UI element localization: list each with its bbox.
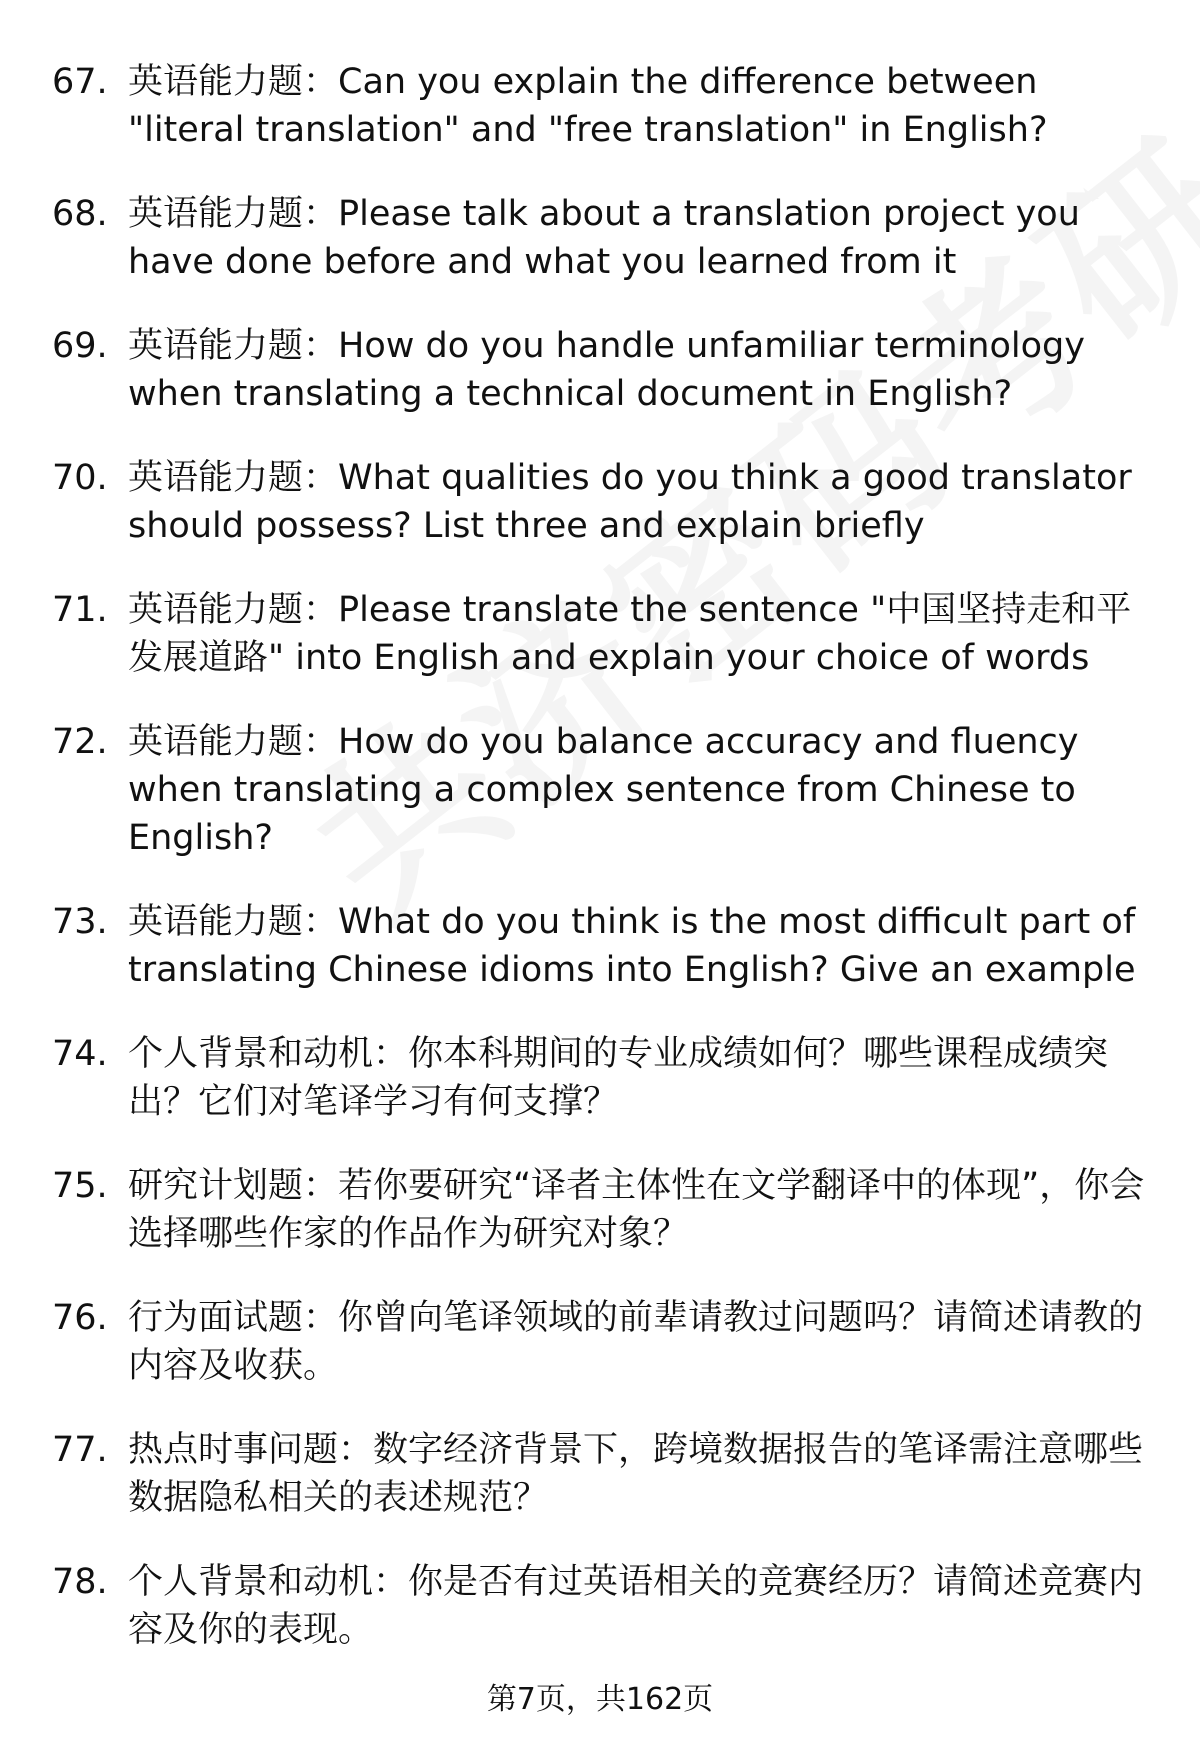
question-text: 英语能力题：How do you handle unfamiliar terminology when translating a technical document in English? [128,326,1085,414]
page-number-label: 第7页，共162页 [486,1682,714,1717]
question-74 [0,1030,1200,1126]
question-77 [0,1426,1200,1522]
question-70 [0,454,1200,550]
question-number: 67. [52,62,108,102]
question-72 [0,718,1200,862]
question-number: 76. [52,1298,108,1338]
question-number: 77. [52,1430,108,1470]
question-text: 个人背景和动机：你本科期间的专业成绩如何？哪些课程成绩突出？它们对笔译学习有何支撑？ [128,1034,1109,1122]
question-text: 行为面试题：你曾向笔译领域的前辈请教过问题吗？请简述请教的内容及收获。 [128,1298,1144,1386]
question-number: 68. [52,194,108,234]
question-number: 70. [52,458,108,498]
question-73 [0,898,1200,994]
question-text: 英语能力题：How do you balance accuracy and fluency when translating a complex sentence from Chinese to English? [128,722,1079,858]
question-number: 75. [52,1166,108,1206]
question-text: 个人背景和动机：你是否有过英语相关的竞赛经历？请简述竞赛内容及你的表现。 [128,1562,1144,1650]
question-list [0,58,1200,1690]
question-number: 71. [52,590,108,630]
question-text: 英语能力题：What qualities do you think a good translator should possess? List three and explain briefly [128,458,1132,546]
question-text: 研究计划题：若你要研究“译者主体性在文学翻译中的体现”，你会选择哪些作家的作品作为研究对象？ [128,1166,1145,1254]
question-71 [0,586,1200,682]
question-text: 热点时事问题：数字经济背景下，跨境数据报告的笔译需注意哪些数据隐私相关的表述规范？ [128,1430,1144,1518]
question-text: 英语能力题：Please talk about a translation project you have done before and what you learned from it [128,194,1080,282]
question-text: 英语能力题：Can you explain the difference between "literal translation" and "free translation" in English? [128,62,1048,150]
question-75 [0,1162,1200,1258]
question-76 [0,1294,1200,1390]
question-number: 78. [52,1562,108,1602]
question-number: 73. [52,902,108,942]
question-67 [0,58,1200,154]
question-text: 英语能力题：What do you think is the most difficult part of translating Chinese idioms into English? Give an example [128,902,1136,990]
question-number: 69. [52,326,108,366]
question-number: 74. [52,1034,108,1074]
question-text: 英语能力题：Please translate the sentence "中国坚持走和平发展道路" into English and explain your choice of words [128,590,1132,678]
page-footer [0,1680,1200,1720]
question-68 [0,190,1200,286]
question-78 [0,1558,1200,1654]
question-number: 72. [52,722,108,762]
question-69 [0,322,1200,418]
